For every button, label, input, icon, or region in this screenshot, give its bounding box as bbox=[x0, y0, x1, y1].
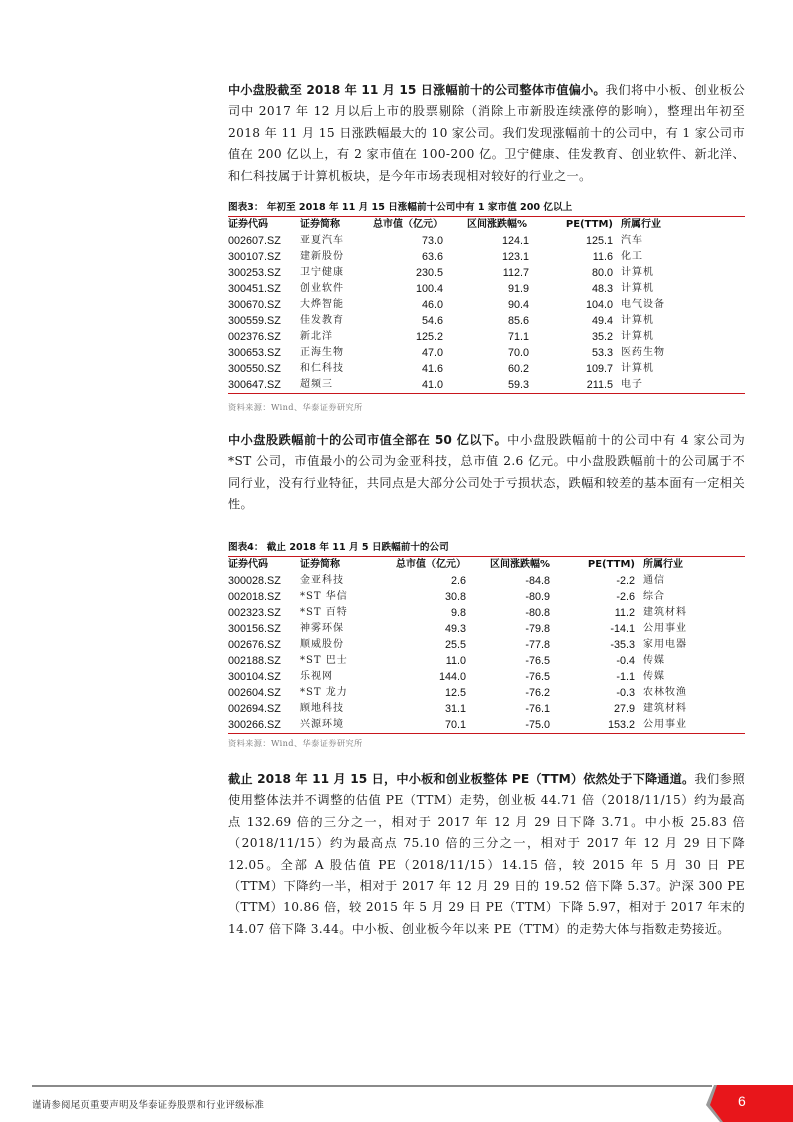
paragraph-lead: 中小盘股跌幅前十的公司市值全部在 50 亿以下。 bbox=[228, 433, 508, 447]
table-row bbox=[228, 589, 745, 605]
table-row bbox=[228, 377, 745, 394]
cell-code: 300253.SZ bbox=[228, 267, 281, 279]
cell-industry: 化工 bbox=[621, 251, 643, 262]
cell-name: 佳发教育 bbox=[300, 315, 344, 326]
table-row bbox=[228, 701, 745, 717]
cell-market-cap: 125.2 bbox=[415, 331, 443, 343]
cell-industry: 综合 bbox=[643, 591, 665, 602]
table-row bbox=[228, 621, 745, 637]
col-header-code: 证券代码 bbox=[228, 219, 268, 230]
cell-market-cap: 47.0 bbox=[421, 347, 443, 359]
cell-market-cap: 25.5 bbox=[444, 639, 466, 651]
table-row bbox=[228, 345, 745, 361]
figure-3-table bbox=[228, 217, 745, 394]
cell-change: -76.2 bbox=[525, 687, 550, 699]
cell-change: 124.1 bbox=[501, 235, 529, 247]
col-header-industry: 所属行业 bbox=[643, 559, 683, 570]
cell-market-cap: 11.0 bbox=[445, 655, 466, 667]
col-header-market-cap: 总市值（亿元） bbox=[396, 559, 466, 570]
cell-market-cap: 70.1 bbox=[444, 719, 466, 731]
cell-name: 顾地科技 bbox=[300, 703, 344, 714]
cell-industry: 家用电器 bbox=[643, 639, 687, 650]
page-number-tab bbox=[700, 1083, 793, 1122]
cell-code: 300028.SZ bbox=[228, 575, 281, 587]
cell-code: 300550.SZ bbox=[228, 363, 281, 375]
cell-industry: 农林牧渔 bbox=[643, 687, 687, 698]
cell-market-cap: 46.0 bbox=[421, 299, 443, 311]
cell-name: 卫宁健康 bbox=[300, 267, 344, 278]
table-row bbox=[228, 265, 745, 281]
cell-pe: 104.0 bbox=[585, 299, 613, 311]
col-header-code: 证券代码 bbox=[228, 559, 268, 570]
cell-code: 300104.SZ bbox=[228, 671, 281, 683]
cell-industry: 计算机 bbox=[621, 363, 654, 374]
figure-4-title: 图表4： 截止 2018 年 11 月 5 日跌幅前十的公司 bbox=[228, 541, 745, 557]
cell-code: 300266.SZ bbox=[228, 719, 281, 731]
paragraph-lead: 截止 2018 年 11 月 15 日，中小板和创业板整体 PE（TTM）依然处于下降通道。 bbox=[228, 772, 695, 786]
cell-name: 大烨智能 bbox=[300, 299, 344, 310]
cell-name: 神雾环保 bbox=[300, 623, 344, 634]
table-row bbox=[228, 361, 745, 377]
cell-change: 70.0 bbox=[507, 347, 529, 359]
cell-market-cap: 30.8 bbox=[444, 591, 466, 603]
cell-change: 90.4 bbox=[507, 299, 529, 311]
cell-pe: 153.2 bbox=[607, 719, 635, 731]
cell-industry: 传媒 bbox=[643, 655, 665, 666]
cell-industry: 计算机 bbox=[621, 315, 654, 326]
cell-name: 创业软件 bbox=[300, 283, 344, 294]
cell-market-cap: 12.5 bbox=[444, 687, 466, 699]
cell-pe: 211.5 bbox=[586, 379, 613, 391]
cell-code: 300156.SZ bbox=[228, 623, 281, 635]
cell-change: 85.6 bbox=[507, 315, 529, 327]
cell-market-cap: 49.3 bbox=[444, 623, 466, 635]
cell-name: 新北洋 bbox=[300, 331, 333, 342]
table-header-row bbox=[228, 557, 745, 573]
cell-change: -84.8 bbox=[525, 575, 550, 587]
cell-change: -76.1 bbox=[525, 703, 550, 715]
cell-industry: 计算机 bbox=[621, 331, 654, 342]
cell-industry: 公用事业 bbox=[643, 623, 687, 634]
table-row bbox=[228, 313, 745, 329]
cell-market-cap: 31.1 bbox=[444, 703, 466, 715]
cell-market-cap: 41.6 bbox=[421, 363, 443, 375]
cell-pe: 35.2 bbox=[591, 331, 613, 343]
cell-change: -75.0 bbox=[525, 719, 550, 731]
table-row bbox=[228, 329, 745, 345]
cell-change: 123.1 bbox=[501, 251, 529, 263]
figure-3-title: 图表3： 年初至 2018 年 11 月 15 日涨幅前十公司中有 1 家市值 200 亿以上 bbox=[228, 201, 745, 217]
figure-3-source: 资料来源：Wind、华泰证券研究所 bbox=[228, 402, 363, 412]
cell-industry: 建筑材料 bbox=[643, 607, 687, 618]
cell-code: 300559.SZ bbox=[228, 315, 281, 327]
cell-market-cap: 100.4 bbox=[415, 283, 443, 295]
col-header-change: 区间涨跌幅% bbox=[466, 219, 527, 230]
cell-pe: -1.1 bbox=[616, 671, 635, 683]
footer-divider bbox=[32, 1085, 712, 1087]
col-header-pe: PE(TTM) bbox=[565, 219, 613, 230]
cell-industry: 公用事业 bbox=[643, 719, 687, 730]
cell-pe: -2.2 bbox=[616, 575, 635, 587]
cell-industry: 计算机 bbox=[621, 283, 654, 294]
table-row bbox=[228, 605, 745, 621]
cell-market-cap: 41.0 bbox=[421, 379, 443, 391]
paragraph-body: 我们参照使用整体法并不调整的估值 PE（TTM）走势，创业板 44.71 倍（2018/11/15）约为最高点 132.69 倍的三分之一，相对于 2017 年 12 月 29 日下降 3.71。中小板 25.83 倍（2018/11/15）约为最高点 75.10 倍的三分之一，相对于 2017 年 12 月 29 日下降 12.05。全部 A 股估值 PE（2018/11/15）14.15 倍，较 2015 年 5 月 30 日 PE（TTM）下降约一半，相对于 2017 年 12 月 29 日的 19.52 倍下降 5.37。沪深 300 PE（TTM）10.86 倍，较 2015 年 5 月 29 日 PE（TTM）下降 5.97，相对于 2017 年末的 14.07 倍下降 3.44。中小板、创业板今年以来 PE（TTM）的走势大体与指数走势接近。 bbox=[228, 772, 745, 936]
cell-code: 002323.SZ bbox=[228, 607, 281, 619]
cell-name: *ST 巴士 bbox=[300, 655, 348, 666]
cell-change: 59.3 bbox=[507, 379, 529, 391]
table-row bbox=[228, 573, 745, 589]
cell-industry: 计算机 bbox=[621, 267, 654, 278]
cell-pe: -35.3 bbox=[610, 639, 635, 651]
cell-name: 兴源环境 bbox=[300, 719, 344, 730]
col-header-market-cap: 总市值（亿元） bbox=[373, 219, 443, 230]
cell-change: -80.9 bbox=[525, 591, 550, 603]
col-header-industry: 所属行业 bbox=[621, 219, 661, 230]
cell-pe: -2.6 bbox=[616, 591, 635, 603]
cell-change: -77.8 bbox=[525, 639, 550, 651]
cell-code: 300451.SZ bbox=[228, 283, 281, 295]
cell-pe: 27.9 bbox=[613, 703, 635, 715]
page-tab-shape-icon bbox=[700, 1083, 793, 1122]
cell-code: 002604.SZ bbox=[228, 687, 281, 699]
table-row bbox=[228, 637, 745, 653]
cell-pe: -14.1 bbox=[610, 623, 635, 635]
paragraph-lead: 中小盘股截至 2018 年 11 月 15 日涨幅前十的公司整体市值偏小。 bbox=[228, 83, 606, 97]
cell-name: 正海生物 bbox=[300, 347, 344, 358]
footer-disclaimer: 谨请参阅尾页重要声明及华泰证券股票和行业评级标准 bbox=[32, 1100, 265, 1111]
cell-change: -79.8 bbox=[525, 623, 550, 635]
cell-market-cap: 54.6 bbox=[421, 315, 443, 327]
cell-name: *ST 龙力 bbox=[300, 687, 348, 698]
paragraph-body: 我们将中小板、创业板公司中 2017 年 12 月以后上市的股票剔除（消除上市新股连续涨停的影响），整理出年初至 2018 年 11 月 15 日涨跌幅最大的 10 家公司。我们发现涨幅前十的公司中，有 1 家公司市值在 200 亿以上，有 2 家市值在 100-200 亿。卫宁健康、佳发教育、创业软件、新北洋、和仁科技属于计算机板块，是今年市场表现相对较好的行业之一。 bbox=[228, 83, 745, 183]
table-row bbox=[228, 297, 745, 313]
cell-code: 300670.SZ bbox=[228, 299, 281, 311]
cell-pe: 109.7 bbox=[585, 363, 613, 375]
cell-market-cap: 9.8 bbox=[450, 607, 466, 619]
cell-pe: -0.3 bbox=[616, 687, 635, 699]
cell-industry: 电气设备 bbox=[621, 299, 665, 310]
paragraph-top-losers bbox=[228, 430, 745, 516]
cell-market-cap: 73.0 bbox=[421, 235, 443, 247]
cell-name: 金亚科技 bbox=[300, 575, 344, 586]
cell-change: -80.8 bbox=[525, 607, 550, 619]
cell-name: *ST 百特 bbox=[300, 607, 348, 618]
cell-code: 300653.SZ bbox=[228, 347, 281, 359]
cell-industry: 电子 bbox=[621, 379, 643, 390]
paragraph-body: 中小盘股跌幅前十的公司中有 4 家公司为*ST 公司，市值最小的公司为金亚科技，总市值 2.6 亿元。中小盘股跌幅前十的公司属于不同行业，没有行业特征，共同点是大部分公司处于亏损状态，跌幅和较差的基本面有一定相关性。 bbox=[228, 433, 745, 512]
cell-industry: 建筑材料 bbox=[643, 703, 687, 714]
cell-industry: 汽车 bbox=[621, 235, 643, 246]
figure-4-table bbox=[228, 557, 745, 734]
cell-pe: 11.2 bbox=[614, 607, 635, 619]
cell-code: 002676.SZ bbox=[228, 639, 281, 651]
page-number: 6 bbox=[738, 1093, 746, 1109]
cell-market-cap: 2.6 bbox=[450, 575, 466, 587]
paragraph-pe-trend bbox=[228, 769, 745, 940]
table-header-row bbox=[228, 217, 745, 233]
cell-code: 002018.SZ bbox=[228, 591, 281, 603]
cell-industry: 传媒 bbox=[643, 671, 665, 682]
cell-code: 300107.SZ bbox=[228, 251, 281, 263]
col-header-name: 证券简称 bbox=[300, 219, 340, 230]
cell-pe: -0.4 bbox=[616, 655, 635, 667]
col-header-name: 证券简称 bbox=[300, 559, 340, 570]
cell-name: 和仁科技 bbox=[300, 363, 344, 374]
cell-change: 91.9 bbox=[507, 283, 529, 295]
table-row bbox=[228, 249, 745, 265]
cell-name: 超频三 bbox=[300, 379, 333, 390]
cell-change: 60.2 bbox=[507, 363, 529, 375]
table-row bbox=[228, 717, 745, 734]
paragraph-top-gainers bbox=[228, 80, 745, 187]
table-row bbox=[228, 685, 745, 701]
cell-code: 300647.SZ bbox=[228, 379, 281, 391]
cell-market-cap: 63.6 bbox=[421, 251, 443, 263]
cell-industry: 医药生物 bbox=[621, 347, 665, 358]
cell-name: 顺威股份 bbox=[300, 639, 344, 650]
cell-code: 002694.SZ bbox=[228, 703, 281, 715]
col-header-pe: PE(TTM) bbox=[587, 559, 635, 570]
cell-code: 002607.SZ bbox=[228, 235, 281, 247]
cell-pe: 125.1 bbox=[585, 235, 613, 247]
cell-code: 002188.SZ bbox=[228, 655, 281, 667]
cell-industry: 通信 bbox=[643, 575, 665, 586]
cell-change: -76.5 bbox=[525, 655, 550, 667]
cell-name: 建新股份 bbox=[300, 251, 344, 262]
table-row bbox=[228, 233, 745, 249]
cell-pe: 11.6 bbox=[592, 251, 613, 263]
cell-pe: 80.0 bbox=[591, 267, 613, 279]
col-header-change: 区间涨跌幅% bbox=[489, 559, 550, 570]
cell-market-cap: 144.0 bbox=[438, 671, 466, 683]
table-row bbox=[228, 281, 745, 297]
cell-market-cap: 230.5 bbox=[415, 267, 443, 279]
cell-name: 亚夏汽车 bbox=[300, 235, 344, 246]
cell-change: 112.7 bbox=[502, 267, 529, 279]
cell-code: 002376.SZ bbox=[228, 331, 281, 343]
cell-name: *ST 华信 bbox=[300, 591, 348, 602]
cell-pe: 49.4 bbox=[591, 315, 613, 327]
figure-4-source: 资料来源：Wind、华泰证券研究所 bbox=[228, 738, 363, 748]
table-row bbox=[228, 653, 745, 669]
table-row bbox=[228, 669, 745, 685]
cell-change: -76.5 bbox=[525, 671, 550, 683]
cell-pe: 48.3 bbox=[591, 283, 613, 295]
cell-change: 71.1 bbox=[507, 331, 529, 343]
cell-name: 乐视网 bbox=[300, 671, 333, 682]
cell-pe: 53.3 bbox=[591, 347, 613, 359]
